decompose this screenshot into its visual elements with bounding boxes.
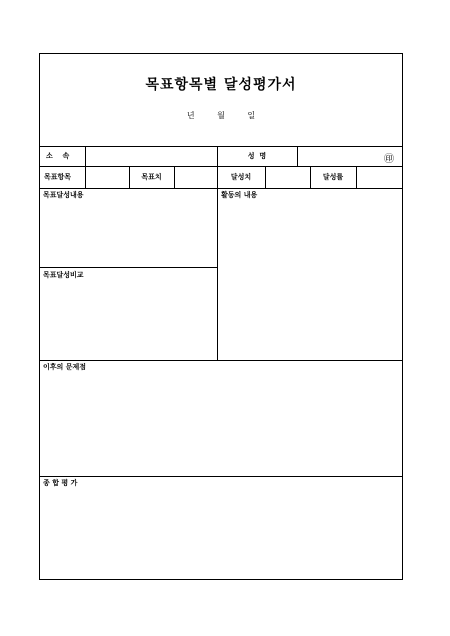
form-title: 목표항목별 달성평가서 — [145, 77, 297, 93]
row2-divider-1 — [85, 166, 86, 188]
date-line — [40, 110, 402, 121]
divider-upper-body — [40, 360, 402, 361]
row2-divider-5 — [265, 166, 266, 188]
future-issues-label: 이후의 문제점 — [43, 363, 87, 371]
divider-left-mid — [40, 267, 217, 268]
date-month-label: 월 — [217, 111, 225, 120]
body-divider — [217, 188, 218, 360]
divider-lower-body — [40, 476, 402, 477]
date-day-label: 일 — [247, 111, 256, 120]
affiliation-label: 소 속 — [46, 152, 70, 160]
evaluation-form — [39, 53, 403, 580]
row2-divider-7 — [356, 166, 357, 188]
achievement-rate-label: 달성률 — [322, 173, 344, 181]
seal-mark: ㊞ — [384, 154, 394, 165]
divider-row1 — [40, 166, 402, 167]
target-item-label: 목표항목 — [44, 173, 72, 181]
target-value-label: 목표치 — [141, 173, 162, 181]
row2-divider-3 — [174, 166, 175, 188]
row1-divider-1 — [85, 146, 86, 166]
achieved-value-label: 달성치 — [230, 173, 252, 181]
overall-evaluation-label: 종 합 평 가 — [43, 479, 78, 487]
name-label: 성 명 — [247, 152, 267, 160]
row1-divider-3 — [297, 146, 298, 166]
divider-row2 — [40, 188, 402, 189]
achievement-content-label: 목표달성내용 — [43, 191, 84, 199]
date-year-label: 년 — [186, 111, 195, 120]
activity-content-label: 활동의 내용 — [221, 191, 258, 199]
achievement-comparison-label: 목표달성비교 — [43, 271, 84, 279]
